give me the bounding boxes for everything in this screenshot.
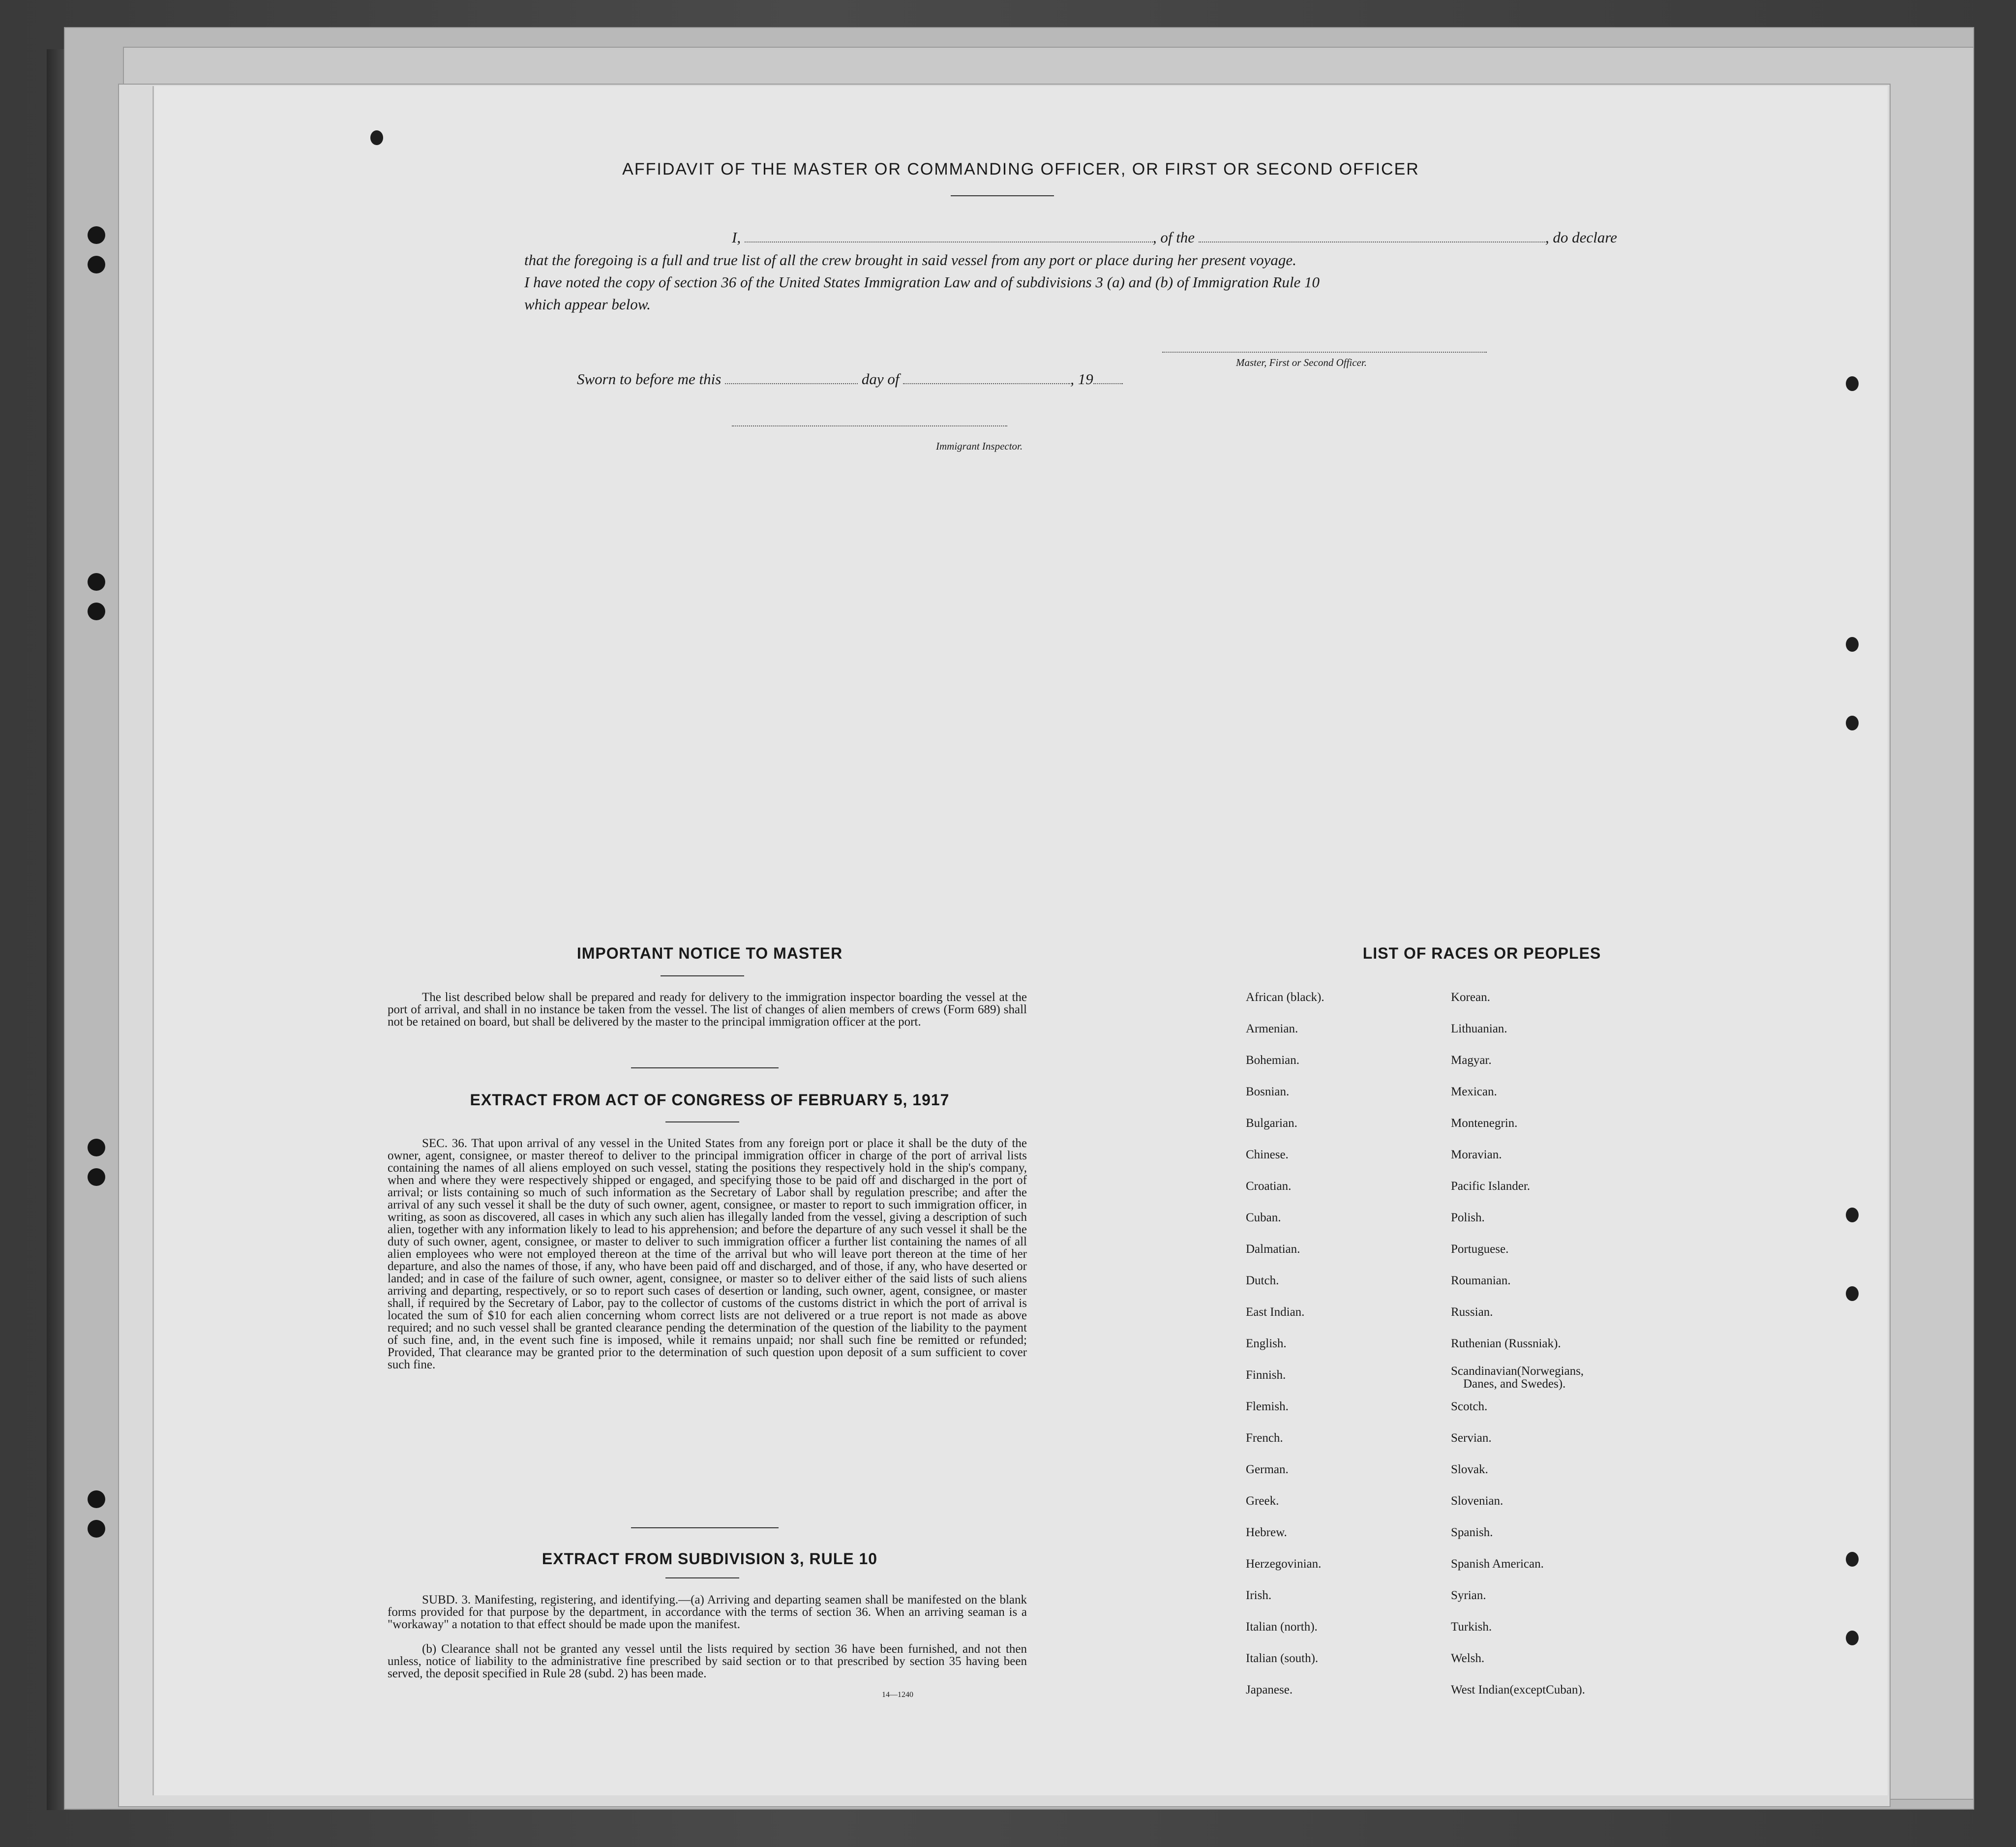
form-number: 14—1240 (882, 1691, 913, 1699)
section-divider (631, 1527, 779, 1528)
binding-ring-icon (88, 1490, 105, 1508)
inspector-caption: Immigrant Inspector. (936, 440, 1023, 452)
punch-hole-icon (1846, 1286, 1859, 1301)
binding-ring-icon (88, 573, 105, 591)
binding-ring-icon (88, 1139, 105, 1156)
race-item: Irish. (1246, 1589, 1272, 1602)
race-item: Portuguese. (1451, 1242, 1509, 1256)
officer-caption: Master, First or Second Officer. (1236, 357, 1367, 368)
affidavit-line-2: that the foregoing is a full and true list of all the crew brought in said vessel from any port or place during her present voyage. (524, 251, 1296, 269)
race-item: Cuban. (1246, 1211, 1281, 1224)
race-item: Scotch. (1451, 1400, 1488, 1413)
race-item: Japanese. (1246, 1683, 1293, 1696)
rule-extract-title: EXTRACT FROM SUBDIVISION 3, RULE 10 (542, 1550, 878, 1568)
rule-extract-underline (665, 1577, 739, 1578)
vessel-prefix: , of the (1152, 229, 1195, 246)
declarant-name-field[interactable] (745, 231, 1153, 242)
punch-hole-icon (1846, 716, 1859, 730)
race-item: Herzegovinian. (1246, 1557, 1322, 1571)
rule-extract-para-a: SUBD. 3. Manifesting, registering, and identifying.—(a) Arriving and departing seamen shall be manifested on the blank forms provided for that purpose by the department, in accordance with the terms of section 36. When an arriving seaman is a "workaway" a notation to that effect should be made upon the manifest. (388, 1593, 1027, 1631)
race-item: Roumanian. (1451, 1274, 1511, 1287)
sworn-year-prefix: , 19 (1070, 370, 1093, 388)
sworn-month-field[interactable] (903, 372, 1070, 384)
race-item: Dutch. (1246, 1274, 1279, 1287)
sworn-day-field[interactable] (725, 372, 858, 384)
race-item: Croatian. (1246, 1180, 1292, 1193)
race-item: Montenegrin. (1451, 1117, 1518, 1130)
title-underline (951, 195, 1054, 196)
race-item: Scandinavian(Norwegians, (1451, 1364, 1584, 1378)
race-item: Slovak. (1451, 1463, 1488, 1476)
sworn-prefix: Sworn to before me this (577, 370, 722, 388)
binding-ring-icon (88, 226, 105, 244)
notice-title: IMPORTANT NOTICE TO MASTER (576, 944, 843, 962)
declarant-prefix: I, (732, 229, 741, 246)
binding-ring-icon (88, 1520, 105, 1538)
race-item: German. (1246, 1463, 1289, 1476)
affidavit-title: AFFIDAVIT OF THE MASTER OR COMMANDING OFFICER, OR FIRST OR SECOND OFFICER (622, 160, 1419, 179)
race-item: African (black). (1246, 991, 1324, 1004)
race-item: Armenian. (1246, 1022, 1298, 1035)
act-extract-underline (665, 1121, 739, 1122)
race-item: Turkish. (1451, 1620, 1492, 1634)
punch-hole-icon (370, 130, 383, 145)
race-item: West Indian(exceptCuban). (1451, 1683, 1585, 1696)
race-item: Spanish. (1451, 1526, 1493, 1539)
binding-ring-icon (88, 603, 105, 620)
act-extract-title: EXTRACT FROM ACT OF CONGRESS OF FEBRUARY 5, 1917 (470, 1091, 950, 1109)
rule-extract-para-b: (b) Clearance shall not be granted any vessel until the lists required by section 36 have been furnished, and not then unless, notice of liability to the administrative fine prescribed by said section or to that prescribed by section 35 having been served, the deposit specified in Rule 28 (subd. 2) has been made. (388, 1642, 1027, 1680)
races-column-1 (1246, 991, 1452, 1696)
race-item: Korean. (1451, 991, 1490, 1004)
races-column-2 (1451, 991, 1697, 1696)
sworn-line (577, 370, 1123, 388)
race-item: Greek. (1246, 1494, 1279, 1508)
race-item: English. (1246, 1337, 1287, 1350)
race-item: Polish. (1451, 1211, 1485, 1224)
punch-hole-icon (1846, 376, 1859, 391)
race-item: Finnish. (1246, 1368, 1286, 1382)
race-item: Servian. (1451, 1431, 1492, 1445)
binding-ring-icon (88, 256, 105, 273)
race-item: Flemish. (1246, 1400, 1289, 1413)
act-extract-text: SEC. 36. That upon arrival of any vessel in the United States from any foreign port or place it shall be the duty of the owner, agent, consignee, or master thereof to deliver to the principal immigration officer in charge of the port of arrival lists containing the names of all aliens employed on such vessel, stating the positions they respectively hold in the ship's company, when and where they were respectively shipped or engaged, and specifying those to be paid off and discharged in the port of arrival; or lists containing so much of such information as the Secretary of Labor shall by regulation prescribe; and after the arrival of any such vessel it shall be the duty of such owner, agent, consignee, or master to report to such immigration officer, in writing, as soon as discovered, all cases in which any such alien has illegally landed from the vessel, giving a description of such alien, together with any information likely to lead to his apprehension; and before the departure of any such vessel it shall be the duty of such owner, agent, consignee, or master to deliver to such immigration officer a further list containing the names of all alien employees who were not employed thereon at the time of the arrival but who will leave port thereon at the time of her departure, and also the names of those, if any, who have been paid off and discharged, and of those, if any, who have deserted or landed; and in case of the failure of such owner, agent, consignee, or master so to deliver either of the said lists of such aliens arriving and departing, respectively, or so to report such cases of desertion or landing, such owner, agent, consignee, or master shall, if required by the Secretary of Labor, pay to the collector of customs of the customs district in which the port of arrival is located the sum of $10 for each alien concerning whom correct lists are not delivered or a true report is not made as above required; and no such vessel shall be granted clearance pending the determination of the question of the liability to the payment of such fine, and, in the event such fine is imposed, while it remains unpaid; nor shall such fine be remitted or refunded; Provided, That clearance may be granted prior to the determination of such question upon deposit of a sum sufficient to cover such fine. (388, 1137, 1027, 1371)
race-item: Danes, and Swedes). (1463, 1377, 1566, 1391)
punch-hole-icon (1846, 1208, 1859, 1222)
race-item: Russian. (1451, 1305, 1493, 1319)
race-item: Bohemian. (1246, 1054, 1300, 1067)
race-item: Italian (north). (1246, 1620, 1318, 1634)
race-item: Italian (south). (1246, 1652, 1319, 1665)
race-item: French. (1246, 1431, 1283, 1445)
race-item: Ruthenian (Russniak). (1451, 1337, 1561, 1350)
race-item: Spanish American. (1451, 1557, 1544, 1571)
race-item: Hebrew. (1246, 1526, 1287, 1539)
race-item: Slovenian. (1451, 1494, 1504, 1508)
race-item: Dalmatian. (1246, 1242, 1300, 1256)
race-item: Lithuanian. (1451, 1022, 1507, 1035)
affidavit-line-4: which appear below. (524, 296, 651, 313)
inspector-signature-line[interactable] (732, 425, 1007, 426)
race-item: Mexican. (1451, 1085, 1497, 1098)
declare-suffix: , do declare (1545, 229, 1617, 246)
notice-underline (661, 975, 744, 976)
race-item: Welsh. (1451, 1652, 1485, 1665)
race-item: East Indian. (1246, 1305, 1305, 1319)
manifest-page (152, 86, 1888, 1795)
race-item: Bosnian. (1246, 1085, 1290, 1098)
section-divider (631, 1067, 779, 1068)
race-item: Syrian. (1451, 1589, 1486, 1602)
punch-hole-icon (1846, 1631, 1859, 1645)
punch-hole-icon (1846, 1552, 1859, 1567)
affidavit-line-3: I have noted the copy of section 36 of the United States Immigration Law and of subdivisions 3 (a) and (b) of Immigration Rule 10 (524, 273, 1320, 291)
notice-text: The list described below shall be prepared and ready for delivery to the immigration inspector boarding the vessel at the port of arrival, and shall in no instance be taken from the vessel. The list of changes of alien members of crews (Form 689) shall not be retained on board, but shall be delivered by the master to the principal immigration officer at the port. (388, 991, 1027, 1029)
sworn-day-of: day of (861, 370, 900, 388)
race-item: Chinese. (1246, 1148, 1289, 1161)
vessel-name-field[interactable] (1199, 231, 1545, 242)
sworn-year-field[interactable] (1093, 372, 1123, 384)
binding-ring-icon (88, 1168, 105, 1186)
race-item: Pacific Islander. (1451, 1180, 1531, 1193)
race-item: Moravian. (1451, 1148, 1502, 1161)
races-title: LIST OF RACES OR PEOPLES (1362, 944, 1601, 962)
punch-hole-icon (1846, 637, 1859, 652)
affidavit-declaration-line (732, 229, 1617, 246)
officer-signature-line[interactable] (1162, 352, 1487, 353)
race-item: Magyar. (1451, 1054, 1492, 1067)
race-item: Bulgarian. (1246, 1117, 1297, 1130)
